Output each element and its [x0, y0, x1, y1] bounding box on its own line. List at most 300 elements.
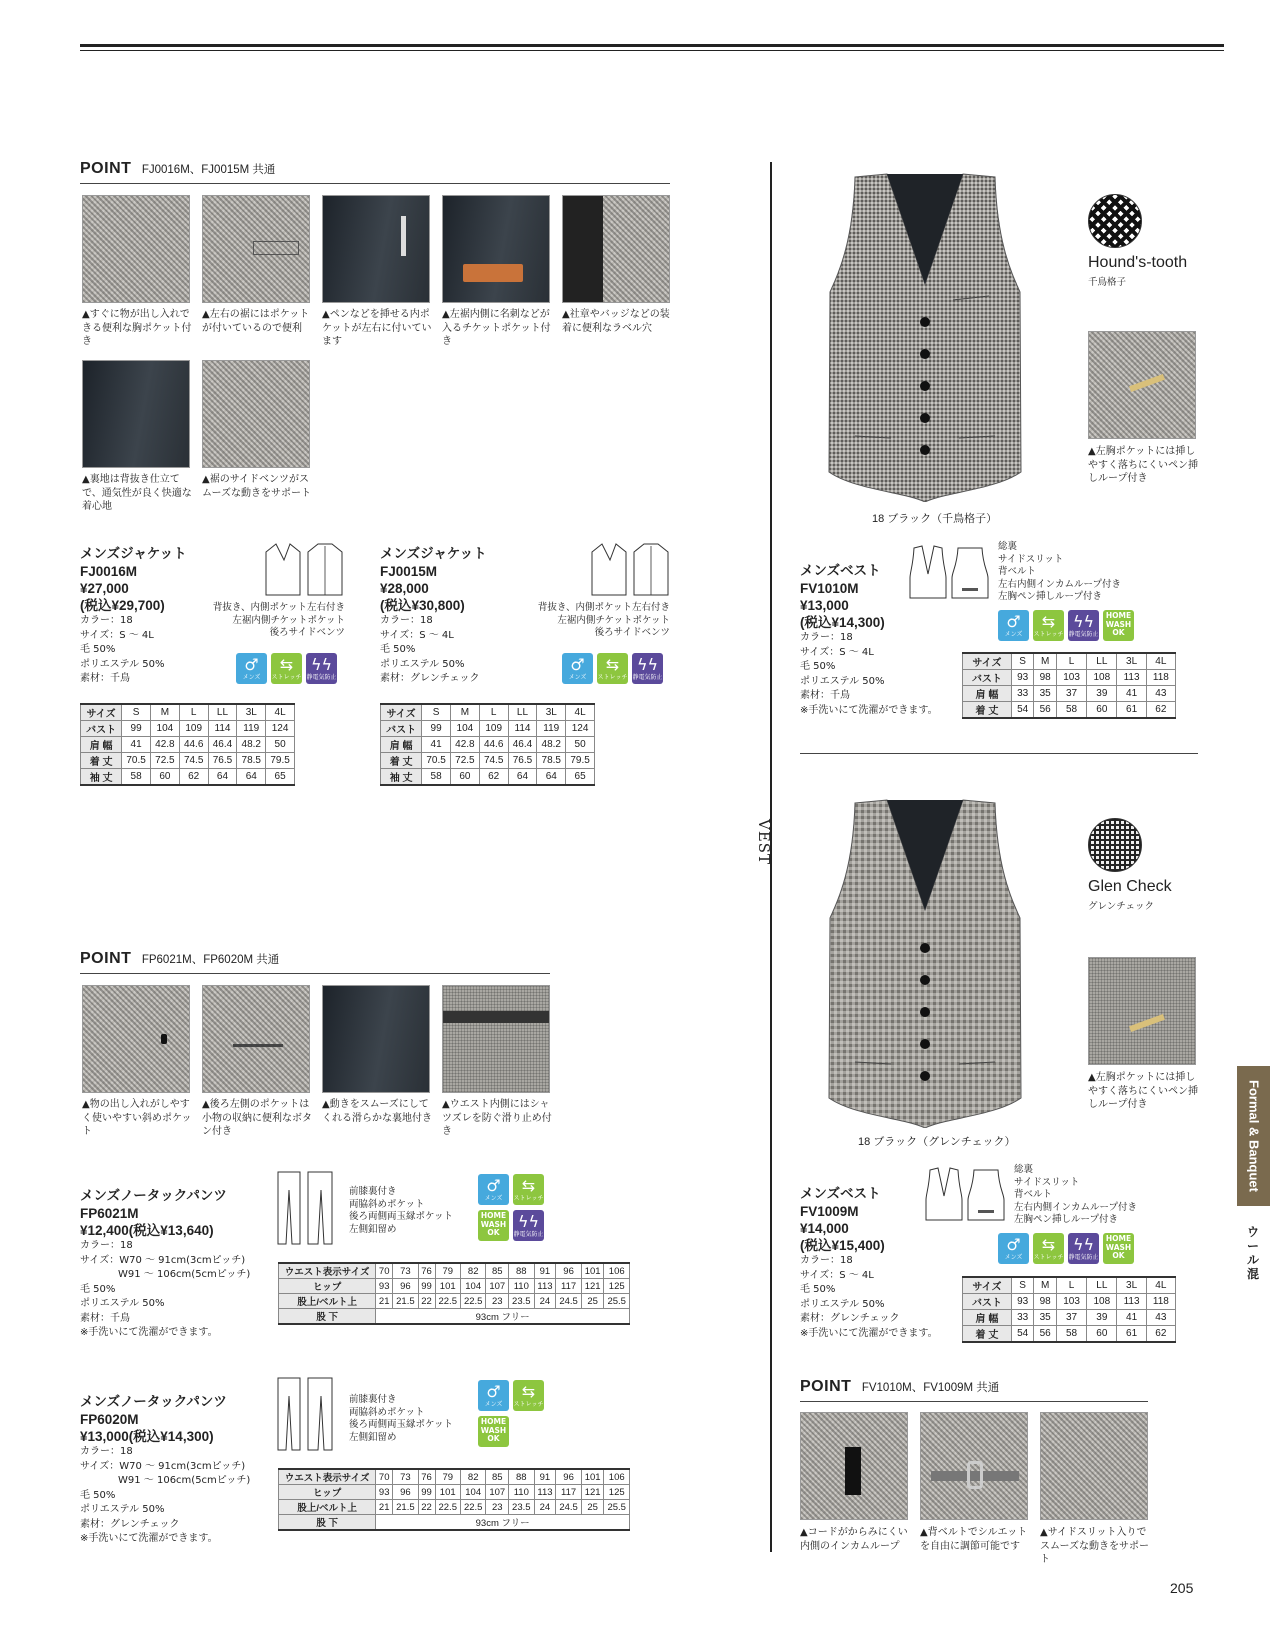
table-cell: 着 丈: [963, 1326, 1012, 1343]
houndstooth-swatch: [1088, 194, 1142, 248]
feature-line: 後ろサイドベンツ: [269, 627, 345, 638]
table-cell: 25.5: [604, 1294, 630, 1309]
antistatic-icon: ϟϟ 静電気防止: [1068, 610, 1099, 641]
home-wash-icon: [478, 1210, 509, 1241]
spec-line: 毛 50%: [80, 644, 116, 655]
table-cell: 99: [422, 721, 451, 737]
table-cell: 113: [534, 1279, 556, 1294]
table-cell: 着 丈: [81, 753, 122, 769]
caption: ▲ウエスト内側にはシャツズレを防ぐ滑り止め付き: [442, 1099, 552, 1137]
jacket-photo-ticket-pocket: [442, 195, 550, 303]
table-cell: 股上/ベルト上: [279, 1294, 376, 1309]
stretch-icon: ⇆ ストレッチ: [271, 653, 302, 684]
table-cell: 4L: [1146, 1277, 1175, 1294]
table-cell: ウエスト表示サイズ: [279, 1469, 376, 1485]
category-tab-label: Formal & Banquet: [1246, 1080, 1261, 1192]
table-cell: 96: [556, 1469, 581, 1485]
table-cell: 42.8: [150, 737, 179, 753]
table-cell: 4L: [566, 704, 595, 721]
table-cell: 60: [150, 769, 179, 786]
table-cell: 70.5: [422, 753, 451, 769]
table-cell: 64: [237, 769, 266, 786]
icon-label: HOME: [480, 1417, 507, 1426]
feature-line: 背ベルト: [998, 566, 1037, 577]
table-cell: 124: [566, 721, 595, 737]
icon-label: メンズ: [568, 674, 587, 681]
home-wash-icon: [478, 1416, 509, 1447]
table-cell: 37: [1056, 686, 1086, 702]
home-wash-icon: [1103, 610, 1134, 641]
product-title: メンズジャケット: [380, 546, 487, 562]
vest-photo-incom-loop: [800, 1412, 908, 1520]
material-tag: ウ ー ル 混: [1246, 1225, 1259, 1281]
feature-line: 両脇斜めポケット: [349, 1406, 425, 1418]
point-label: POINT: [80, 950, 132, 967]
table-cell: 23: [486, 1500, 509, 1515]
spec-line: サイズ：W70 ～ 91cm(3cmピッチ): [80, 1460, 246, 1472]
table-cell: 50: [266, 737, 295, 753]
table-cell: 24: [534, 1500, 556, 1515]
table-cell: 101: [581, 1469, 604, 1485]
table-cell: 78.5: [237, 753, 266, 769]
table-cell: 113: [534, 1485, 556, 1500]
icon-label: ストレッチ: [513, 1401, 544, 1408]
table-cell: 61: [1117, 702, 1146, 719]
point-label: POINT: [80, 160, 132, 177]
spec-line: カラー：18: [80, 615, 133, 626]
table-cell: サイズ: [963, 653, 1012, 670]
table-cell: 125: [604, 1279, 630, 1294]
table-cell: 23.5: [509, 1500, 534, 1515]
vest-photo-back-belt: [920, 1412, 1028, 1520]
table-cell: 114: [508, 721, 537, 737]
table-cell: 肩 幅: [963, 686, 1012, 702]
icon-label: WASH: [480, 1425, 507, 1435]
vest-photo-pen-loop: [1088, 957, 1196, 1065]
spec-line: カラー：18: [800, 632, 853, 643]
mens-icon: ♂ メンズ: [998, 610, 1029, 641]
table-cell: 85: [486, 1263, 509, 1279]
icon-label: OK: [487, 1434, 500, 1443]
table-cell: 着 丈: [963, 702, 1012, 719]
table-cell: 22.5: [435, 1500, 460, 1515]
icon-label: ストレッチ: [1033, 631, 1064, 638]
table-cell: 60: [450, 769, 479, 786]
spec-line: 毛 50%: [800, 1284, 836, 1295]
swatch-sub: グレンチェック: [1088, 901, 1154, 912]
vest-point-heading: [800, 1378, 999, 1396]
product-price: ¥14,000: [800, 1221, 849, 1236]
icon-label: 静電気防止: [306, 674, 337, 681]
point-models: FJ0016M、FJ0015M 共通: [141, 164, 276, 176]
table-cell: 107: [486, 1485, 509, 1500]
icon-label: メンズ: [1004, 631, 1023, 638]
jacket2-size-table: [380, 703, 595, 786]
product-model: FV1010M: [800, 581, 859, 596]
caption: ▲後ろ左側のポケットは小物の収納に便利なボタン付き: [202, 1099, 312, 1137]
mens-icon: ♂ メンズ: [998, 1233, 1029, 1264]
top-rule: [80, 44, 1224, 47]
pants-line-drawing: [276, 1376, 334, 1452]
caption: ▲物の出し入れがしやすく使いやすい斜めポケット: [82, 1099, 192, 1137]
table-cell: 99: [418, 1279, 435, 1294]
feature-line: 左右内側インカムループ付き: [998, 578, 1122, 590]
feature-line: 左側釦留め: [349, 1223, 397, 1235]
product-title: メンズジャケット: [80, 546, 187, 562]
feature-line: 左裾内側チケットポケット: [232, 614, 345, 626]
table-cell: 22.5: [435, 1294, 460, 1309]
stretch-icon: ⇆ ストレッチ: [1033, 1233, 1064, 1264]
table-cell: 70.5: [122, 753, 151, 769]
vest-line-drawing: [908, 544, 992, 602]
mens-icon: ♂ メンズ: [478, 1380, 509, 1411]
vest-photo-side-slit: [1040, 1412, 1148, 1520]
table-cell: L: [1056, 653, 1086, 670]
table-cell: 76.5: [508, 753, 537, 769]
icon-label: HOME: [480, 1211, 507, 1220]
table-cell: 39: [1087, 686, 1117, 702]
stretch-icon: ⇆ ストレッチ: [513, 1380, 544, 1411]
table-cell: 22.5: [460, 1294, 485, 1309]
icon-label: メンズ: [484, 1195, 503, 1202]
table-cell: 74.5: [179, 753, 208, 769]
table-cell: 56: [1034, 1326, 1057, 1343]
vest2-info: [800, 1186, 938, 1341]
table-cell: 88: [509, 1469, 534, 1485]
table-cell: L: [1056, 1277, 1086, 1294]
stretch-icon: ⇆ ストレッチ: [1033, 610, 1064, 641]
table-cell: LL: [1087, 653, 1117, 670]
table-cell: サイズ: [81, 704, 122, 721]
table-cell: 65: [266, 769, 295, 786]
table-cell: ウエスト表示サイズ: [279, 1263, 376, 1279]
table-cell: 21.5: [393, 1500, 418, 1515]
feature-line: 両脇斜めポケット: [349, 1198, 425, 1210]
table-cell: L: [179, 704, 208, 721]
section-label-vest: VEST: [755, 819, 773, 866]
spec-line: 毛 50%: [380, 644, 416, 655]
table-cell: 60: [1087, 1326, 1117, 1343]
table-cell: 93cm フリー: [376, 1309, 630, 1325]
table-cell: ヒップ: [279, 1485, 376, 1500]
table-cell: 76: [418, 1469, 435, 1485]
table-cell: 43: [1146, 1310, 1175, 1326]
table-cell: 62: [479, 769, 508, 786]
jacket-photo-lapel: [562, 195, 670, 303]
feature-line: 総裏: [998, 541, 1018, 552]
feature-line: サイドスリット: [998, 553, 1064, 565]
feature-line: 前膝裏付き: [349, 1186, 397, 1197]
caption: ▲社章やバッジなどの装着に便利なラベル穴: [562, 309, 670, 334]
product-title: メンズベスト: [800, 1186, 881, 1202]
table-cell: 39: [1087, 1310, 1117, 1326]
spec-line: ポリエステル 50%: [80, 1504, 165, 1515]
spec-line: サイズ：W70 ～ 91cm(3cmピッチ): [80, 1254, 246, 1266]
table-cell: 72.5: [150, 753, 179, 769]
icon-label: ストレッチ: [513, 1195, 544, 1202]
spec-line: 毛 50%: [80, 1489, 116, 1501]
jacket-photo-inner-pocket: [322, 195, 430, 303]
vest-photo-glencheck: [825, 798, 1025, 1128]
table-cell: 96: [393, 1485, 418, 1500]
icon-label: OK: [1112, 1251, 1125, 1260]
table-cell: LL: [208, 704, 237, 721]
spec-line: ※手洗いにて洗濯ができます。: [800, 704, 938, 716]
point-models: FV1010M、FV1009M 共通: [861, 1382, 1000, 1394]
spec-line: ポリエステル 50%: [800, 675, 885, 687]
table-cell: 107: [486, 1279, 509, 1294]
table-cell: 104: [450, 721, 479, 737]
table-cell: 袖 丈: [381, 769, 422, 786]
table-cell: 62: [179, 769, 208, 786]
table-cell: 股 下: [279, 1309, 376, 1325]
table-cell: 肩 幅: [81, 737, 122, 753]
table-cell: 78.5: [537, 753, 566, 769]
table-cell: 73: [393, 1263, 418, 1279]
table-cell: 股 下: [279, 1515, 376, 1531]
table-cell: LL: [508, 704, 537, 721]
jacket2-info: [380, 546, 487, 687]
icon-label: WASH: [1105, 1242, 1132, 1252]
table-cell: 76.5: [208, 753, 237, 769]
table-cell: 41: [422, 737, 451, 753]
table-cell: 58: [122, 769, 151, 786]
icon-label: HOME: [1105, 1234, 1132, 1243]
pants2-size-table: [278, 1468, 630, 1531]
table-cell: 117: [556, 1279, 581, 1294]
caption: ▲サイドスリット入りでスムーズな動きをサポート: [1040, 1527, 1149, 1565]
table-cell: 118: [1146, 670, 1175, 686]
feature-line: 後ろサイドベンツ: [594, 627, 670, 638]
table-cell: 82: [460, 1263, 485, 1279]
product-price: ¥13,000(税込¥14,300): [80, 1429, 214, 1444]
table-cell: 73: [393, 1469, 418, 1485]
spec-line: ポリエステル 50%: [380, 658, 465, 670]
table-cell: 3L: [237, 704, 266, 721]
spec-line: カラー：18: [800, 1255, 853, 1266]
table-cell: ヒップ: [279, 1279, 376, 1294]
caption: ▲すぐに物が出し入れできる便利な胸ポケット付き: [82, 309, 192, 347]
table-cell: 93: [376, 1485, 393, 1500]
page-number: 205: [1170, 1580, 1194, 1596]
table-cell: 25.5: [604, 1500, 630, 1515]
table-cell: 113: [1117, 670, 1146, 686]
table-cell: 101: [435, 1485, 460, 1500]
mens-icon: ♂ メンズ: [236, 653, 267, 684]
table-cell: 46.4: [508, 737, 537, 753]
table-cell: 54: [1011, 702, 1034, 719]
feature-line: 背抜き、内側ポケット左右付き: [212, 602, 345, 613]
table-cell: 99: [418, 1485, 435, 1500]
spec-line: 素材：グレンチェック: [800, 1313, 900, 1324]
spec-line: ポリエステル 50%: [800, 1298, 885, 1310]
table-cell: 109: [179, 721, 208, 737]
table-cell: 70: [376, 1263, 393, 1279]
icon-label: ストレッチ: [597, 674, 628, 681]
spec-line: サイズ：S ～ 4L: [800, 1269, 874, 1281]
product-model: FP6020M: [80, 1412, 139, 1427]
spec-line: ポリエステル 50%: [80, 1298, 165, 1309]
caption: ▲背ベルトでシルエットを自由に調節可能です: [920, 1527, 1028, 1552]
table-cell: S: [422, 704, 451, 721]
table-cell: 93: [1011, 1294, 1034, 1310]
table-cell: 21: [376, 1294, 393, 1309]
table-cell: S: [1011, 1277, 1034, 1294]
vest1-size-table: [962, 652, 1176, 719]
table-cell: 72.5: [450, 753, 479, 769]
vest-divider: [800, 753, 1198, 754]
table-cell: 41: [1117, 686, 1146, 702]
caption: ▲動きをスムーズにしてくれる滑らかな裏地付き: [322, 1099, 432, 1124]
table-cell: 125: [604, 1485, 630, 1500]
table-cell: 99: [122, 721, 151, 737]
product-model: FP6021M: [80, 1206, 139, 1221]
table-cell: 48.2: [237, 737, 266, 753]
jacket1-info: [80, 546, 187, 687]
table-cell: サイズ: [381, 704, 422, 721]
table-cell: 79: [435, 1469, 460, 1485]
icon-label: 静電気防止: [1068, 1254, 1099, 1261]
table-cell: 3L: [537, 704, 566, 721]
feature-line: 背ベルト: [1014, 1189, 1053, 1200]
table-cell: 58: [1056, 702, 1086, 719]
antistatic-icon: ϟϟ 静電気防止: [632, 653, 663, 684]
table-cell: 93: [376, 1279, 393, 1294]
table-cell: 4L: [266, 704, 295, 721]
table-cell: 93cm フリー: [376, 1515, 630, 1531]
table-cell: 61: [1117, 1326, 1146, 1343]
stretch-icon: ⇆ ストレッチ: [513, 1174, 544, 1205]
table-cell: 33: [1011, 1310, 1034, 1326]
table-cell: 96: [556, 1263, 581, 1279]
feature-line: 左側釦留め: [349, 1431, 397, 1443]
table-cell: 101: [435, 1279, 460, 1294]
table-cell: 79: [435, 1263, 460, 1279]
pants-photo-back-pocket: [202, 985, 310, 1093]
table-cell: 119: [237, 721, 266, 737]
spec-line: W91 ～ 106cm(5cmピッチ): [118, 1269, 251, 1280]
table-cell: M: [1034, 1277, 1057, 1294]
table-cell: 98: [1034, 670, 1057, 686]
table-cell: 103: [1056, 670, 1086, 686]
color-label: 18 ブラック（千鳥格子）: [872, 513, 998, 525]
table-cell: 60: [1087, 702, 1117, 719]
table-cell: 22: [418, 1500, 435, 1515]
table-cell: 袖 丈: [81, 769, 122, 786]
product-price: ¥13,000: [800, 598, 849, 613]
feature-line: 左裾内側チケットポケット: [557, 614, 670, 626]
table-cell: 110: [509, 1485, 534, 1500]
jacket-line-drawing: [588, 540, 672, 598]
point-rule: [80, 973, 550, 974]
antistatic-icon: ϟϟ 静電気防止: [306, 653, 337, 684]
table-cell: 3L: [1117, 1277, 1146, 1294]
table-cell: 3L: [1117, 653, 1146, 670]
table-cell: 110: [509, 1279, 534, 1294]
table-cell: 117: [556, 1485, 581, 1500]
table-cell: 106: [604, 1469, 630, 1485]
icon-label: 静電気防止: [632, 674, 663, 681]
table-cell: 41: [122, 737, 151, 753]
table-cell: 65: [566, 769, 595, 786]
table-cell: 44.6: [479, 737, 508, 753]
jacket2-features: [520, 602, 670, 640]
icon-label: ストレッチ: [271, 674, 302, 681]
table-cell: 64: [508, 769, 537, 786]
product-title: メンズベスト: [800, 563, 881, 579]
table-cell: 76: [418, 1263, 435, 1279]
vest-line-drawing: [924, 1166, 1008, 1224]
table-cell: サイズ: [963, 1277, 1012, 1294]
jacket1-size-table: [80, 703, 295, 786]
pants-photo-slant-pocket: [82, 985, 190, 1093]
table-cell: 37: [1056, 1310, 1086, 1326]
table-cell: 114: [208, 721, 237, 737]
pants-photo-waist: [442, 985, 550, 1093]
jacket-photo-hem-pocket: [202, 195, 310, 303]
table-cell: 4L: [1146, 653, 1175, 670]
icon-label: OK: [1112, 628, 1125, 637]
table-cell: 62: [1146, 1326, 1175, 1343]
table-cell: 25: [581, 1294, 604, 1309]
caption: ▲ペンなどを挿せる内ポケットが左右に付いています: [322, 309, 432, 347]
table-cell: 91: [534, 1263, 556, 1279]
icon-label: WASH: [480, 1219, 507, 1229]
feature-line: 前膝裏付き: [349, 1394, 397, 1405]
spec-line: 素材：グレンチェック: [380, 673, 480, 684]
table-cell: S: [1011, 653, 1034, 670]
caption: ▲左右の裾にはポケットが付いているので便利: [202, 309, 310, 334]
table-cell: バスト: [81, 721, 122, 737]
table-cell: 肩 幅: [963, 1310, 1012, 1326]
pants-point-heading: [80, 950, 279, 968]
category-tab[interactable]: [1237, 1066, 1270, 1206]
table-cell: 48.2: [537, 737, 566, 753]
vest-photo-pen-loop: [1088, 331, 1196, 439]
spec-line: 素材：千鳥: [80, 1312, 130, 1324]
product-price: ¥28,000: [380, 581, 429, 596]
table-cell: M: [150, 704, 179, 721]
antistatic-icon: ϟϟ 静電気防止: [513, 1210, 544, 1241]
feature-line: 左胸ペン挿しループ付き: [998, 591, 1103, 602]
icon-label: WASH: [1105, 619, 1132, 629]
table-cell: 98: [1034, 1294, 1057, 1310]
table-cell: 85: [486, 1469, 509, 1485]
point-rule: [80, 183, 670, 184]
table-cell: 104: [460, 1279, 485, 1294]
spec-line: サイズ：S ～ 4L: [80, 629, 154, 641]
table-cell: 43: [1146, 686, 1175, 702]
table-cell: S: [122, 704, 151, 721]
vest2-features: [1014, 1164, 1194, 1227]
color-label: 18 ブラック（グレンチェック）: [858, 1136, 1016, 1148]
stretch-icon: ⇆ ストレッチ: [597, 653, 628, 684]
spec-line: カラー：18: [80, 1446, 133, 1457]
table-cell: 82: [460, 1469, 485, 1485]
table-cell: 121: [581, 1279, 604, 1294]
product-model: FJ0016M: [80, 564, 138, 579]
table-cell: 118: [1146, 1294, 1175, 1310]
icon-label: ストレッチ: [1033, 1254, 1064, 1261]
table-cell: 109: [479, 721, 508, 737]
pants2-features: [349, 1394, 499, 1444]
swatch-name: Glen Check: [1088, 878, 1172, 895]
table-cell: 88: [509, 1263, 534, 1279]
table-cell: 23: [486, 1294, 509, 1309]
spec-line: 素材：グレンチェック: [80, 1518, 180, 1530]
pants1-features: [349, 1186, 499, 1236]
feature-line: 左胸ペン挿しループ付き: [1014, 1214, 1119, 1225]
